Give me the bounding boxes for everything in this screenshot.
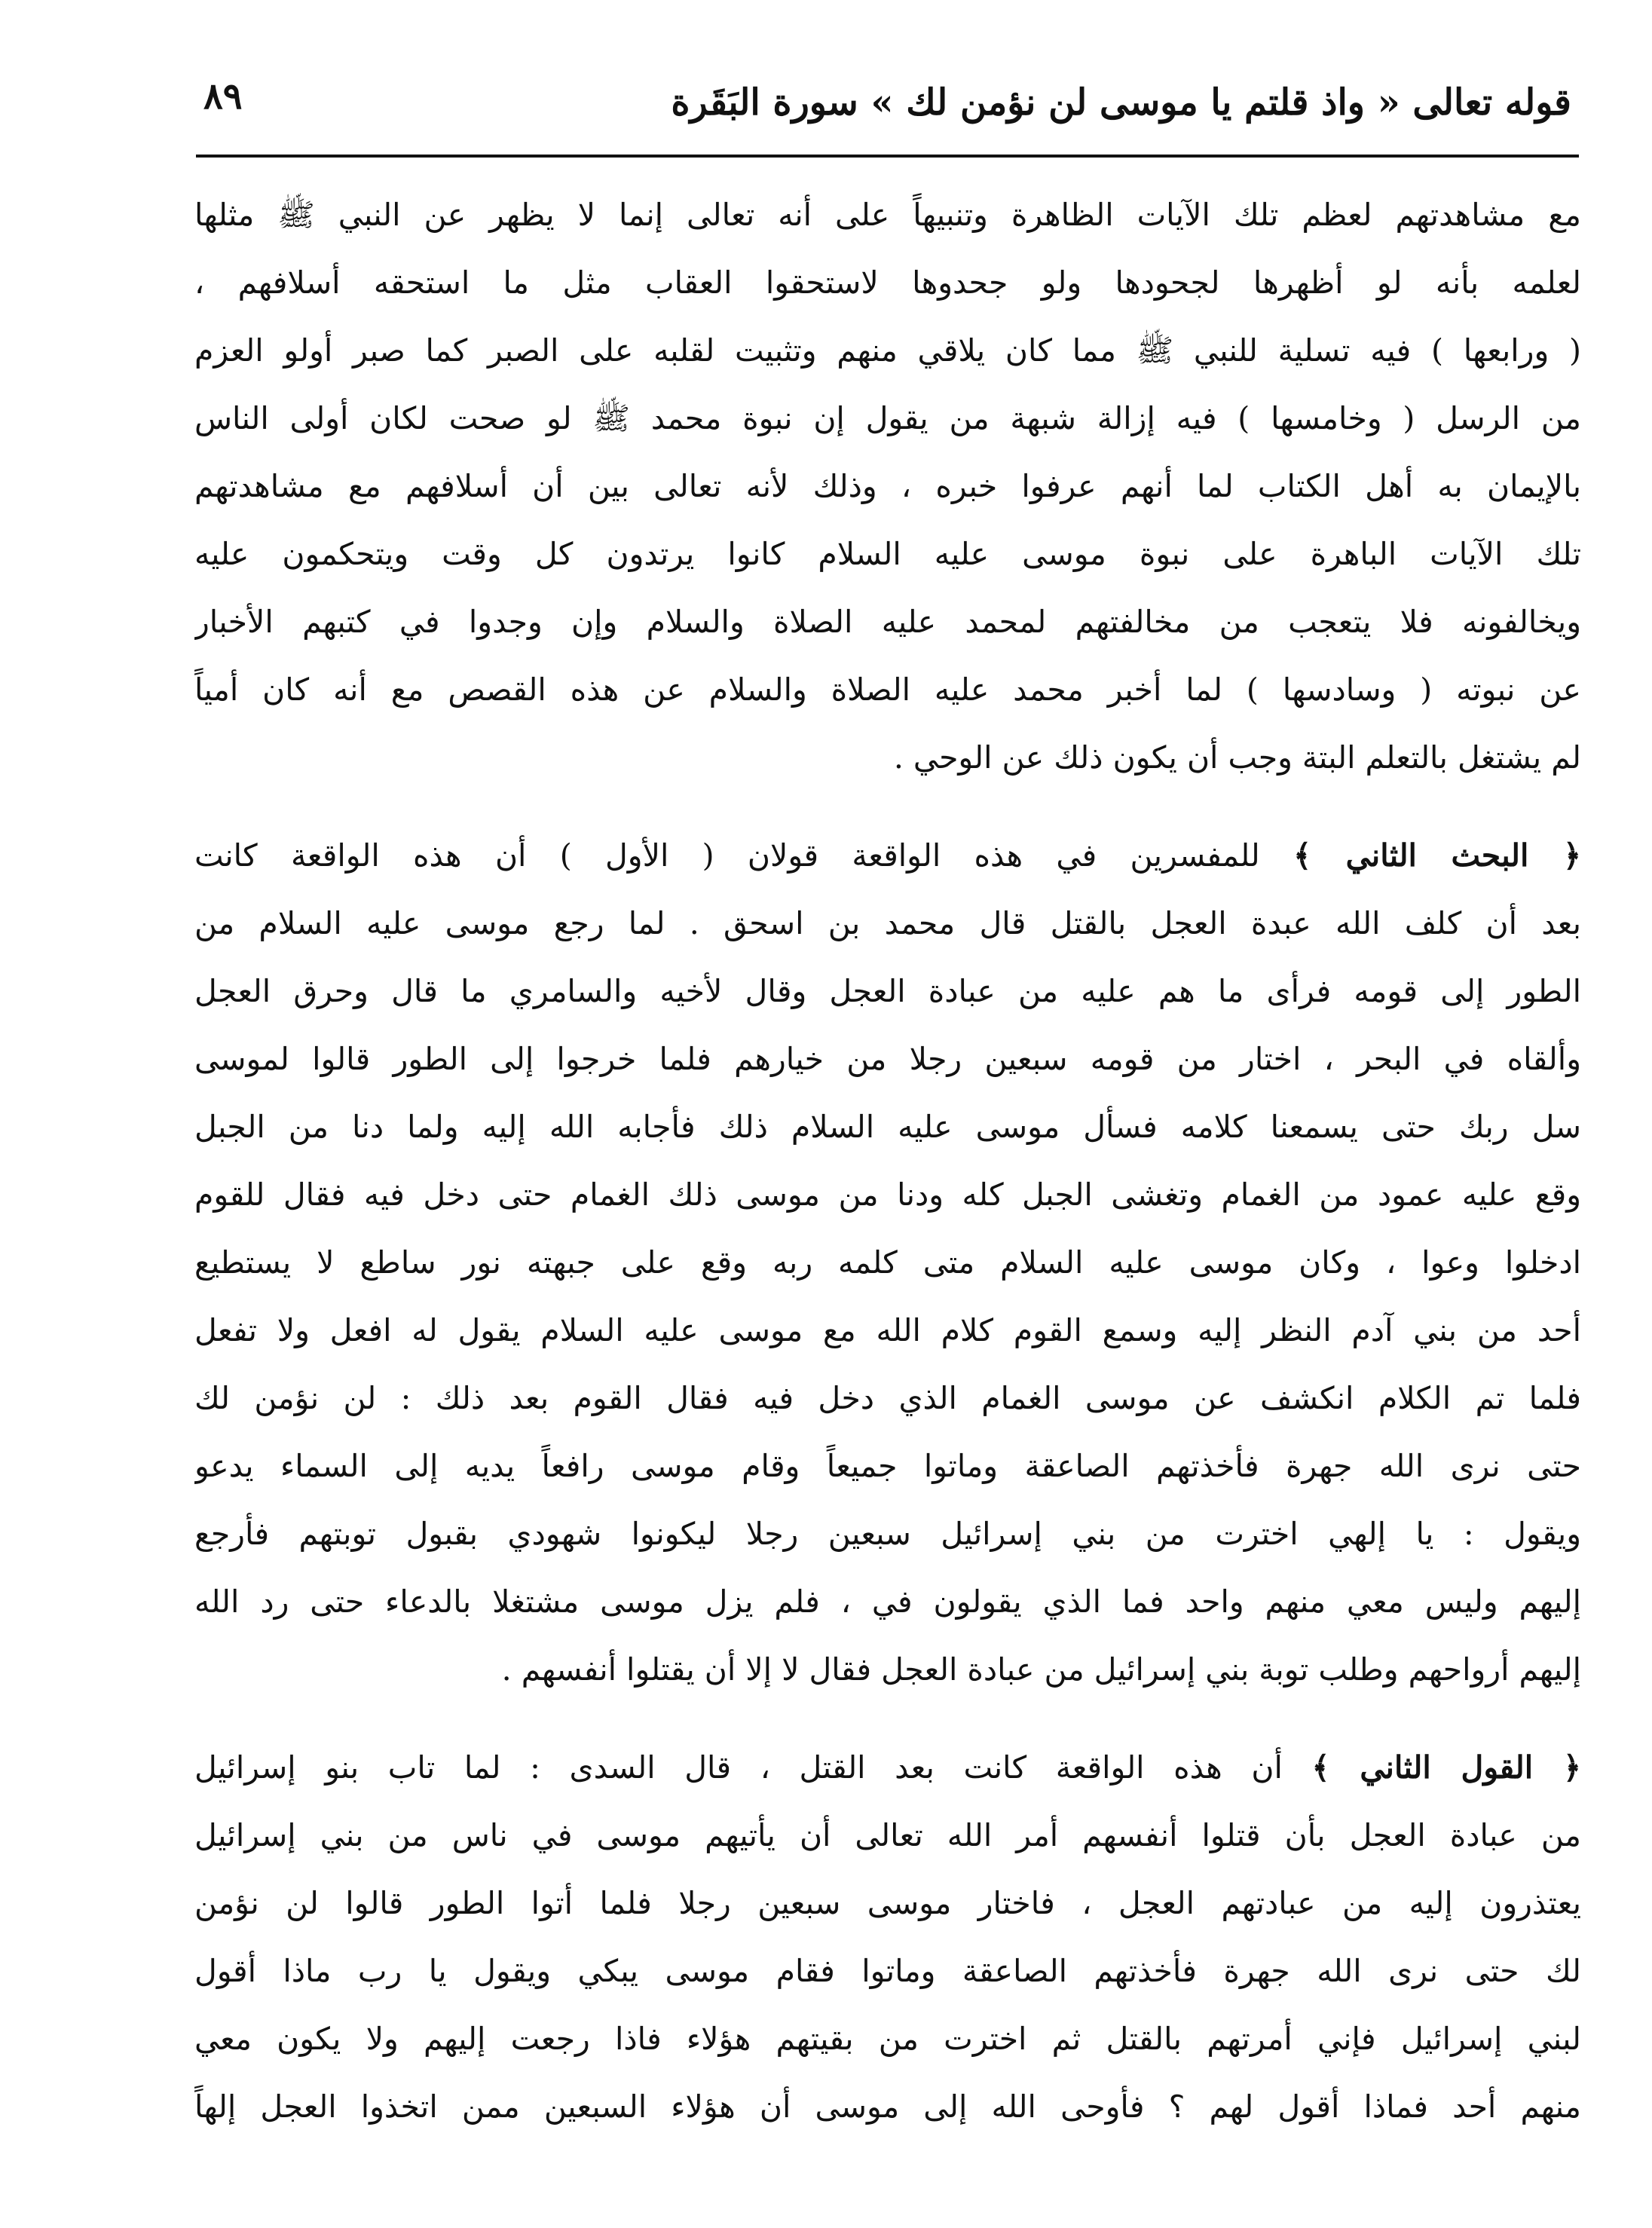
text-line: لم يشتغل بالتعلم البتة وجب أن يكون ذلك عن الوحي . <box>893 739 1581 776</box>
text-line: ويقول : يا إلهي اخترت من بني إسرائيل سبعين رجلا ليكونوا شهودي بقبول توبتهم فأرجع <box>194 1516 1581 1552</box>
text-line: لعلمه بأنه لو أظهرها لجحودها ولو جحدوها لاستحقوا العقاب مثل ما استحقه أسلافهم ، <box>194 265 1581 301</box>
text-line: إليهم وليس معي منهم واحد فما الذي يقولون في ، فلم يزل موسى مشتغلا بالدعاء حتى رد الله <box>194 1584 1581 1620</box>
text-line-rest: للمفسرين في هذه الواقعة قولان ( الأول ) أن هذه الواقعة كانت <box>194 837 1260 874</box>
text-line: ( ورابعها ) فيه تسلية للنبي ﷺ مما كان يلاقي منهم وتثبيت لقلبه على الصبر كما صبر أولو العزم <box>194 332 1581 369</box>
text-line: بعد أن كلف الله عبدة العجل بالقتل قال محمد بن اسحق . لما رجع موسى عليه السلام من <box>194 905 1581 941</box>
text-line-with-heading <box>194 1734 1581 1801</box>
text-line: سل ربك حتى يسمعنا كلامه فسأل موسى عليه السلام ذلك فأجابه الله إليه ولما دنا من الجبل <box>194 1109 1581 1145</box>
text-line: ويخالفونه فلا يتعجب من مخالفتهم لمحمد عليه الصلاة والسلام وإن وجدوا في كتبهم الأخبار <box>194 604 1581 640</box>
paragraph-3 <box>194 1734 1581 2141</box>
text-line: وألقاه في البحر ، اختار من قومه سبعين رجلا من خيارهم فلما خرجوا إلى الطور قالوا لموسى <box>194 1041 1581 1077</box>
text-line: بالإيمان به أهل الكتاب لما أنهم عرفوا خبره ، وذلك لأنه تعالى بين أن أسلافهم مع مشاهدتهم <box>194 468 1581 504</box>
text-line: فلما تم الكلام انكشف عن موسى الغمام الذي دخل فيه فقال القوم بعد ذلك : لن نؤمن لك <box>194 1380 1581 1416</box>
text-line: أحد من بني آدم النظر إليه وسمع القوم كلام الله مع موسى عليه السلام يقول له افعل ولا تفعل <box>194 1312 1581 1348</box>
text-line: حتى نرى الله جهرة فأخذتهم الصاعقة وماتوا جميعاً وقام موسى رافعاً يديه إلى السماء يدعو <box>194 1448 1581 1484</box>
paragraph-2 <box>194 822 1581 1703</box>
body-text <box>194 181 1581 2141</box>
text-line: وقع عليه عمود من الغمام وتغشى الجبل كله ودنا من موسى ذلك الغمام حتى دخل فيه فقال للقوم <box>194 1177 1581 1213</box>
text-line: لك حتى نرى الله جهرة فأخذتهم الصاعقة وماتوا فقام موسى يبكي ويقول يا رب ماذا أقول <box>194 1953 1581 1989</box>
page-number: ٨٩ <box>203 75 243 118</box>
text-line: من عبادة العجل بأن قتلوا أنفسهم أمر الله تعالى أن يأتيهم موسى في ناس من بني إسرائيل <box>194 1817 1581 1853</box>
text-line-with-heading <box>194 822 1581 889</box>
text-line: يعتذرون إليه من عبادتهم العجل ، فاختار موسى سبعين رجلا فلما أتوا الطور قالوا لن نؤمن <box>194 1885 1581 1921</box>
header-rule <box>196 155 1579 158</box>
text-line: من الرسل ( وخامسها ) فيه إزالة شبهة من يقول إن نبوة محمد ﷺ لو صحت لكان أولى الناس <box>194 400 1581 436</box>
running-title: قوله تعالى « واذ قلتم يا موسى لن نؤمن لك » سورة البَقَرة <box>671 81 1571 124</box>
text-line: الطور إلى قومه فرأى ما هم عليه من عبادة العجل وقال لأخيه والسامري ما قال وحرق العجل <box>194 973 1581 1009</box>
text-line: تلك الآيات الباهرة على نبوة موسى عليه السلام كانوا يرتدون كل وقت ويتحكمون عليه <box>194 536 1581 572</box>
text-line: مع مشاهدتهم لعظم تلك الآيات الظاهرة وتنبيهاً على أنه تعالى إنما لا يظهر عن النبي ﷺ مثلها <box>194 197 1581 233</box>
text-line: إليهم أرواحهم وطلب توبة بني إسرائيل من عبادة العجل فقال لا إلا أن يقتلوا أنفسهم . <box>501 1651 1581 1688</box>
text-line-rest: أن هذه الواقعة كانت بعد القتل ، قال السدى : لما تاب بنو إسرائيل <box>194 1749 1283 1786</box>
text-line: لبني إسرائيل فإني أمرتهم بالقتل ثم اخترت من بقيتهم هؤلاء فاذا رجعت إليهم ولا يكون معي <box>194 2021 1581 2057</box>
paragraph-1 <box>194 181 1581 791</box>
section-heading: ﴿ القول الثاني ﴾ <box>1311 1749 1581 1786</box>
page-header <box>196 75 1579 158</box>
section-heading: ﴿ البحث الثاني ﴾ <box>1293 837 1581 874</box>
text-line: منهم أحد فماذا أقول لهم ؟ فأوحى الله إلى موسى أن هؤلاء السبعين ممن اتخذوا العجل إلهاً <box>194 2089 1581 2125</box>
text-line: عن نبوته ( وسادسها ) لما أخبر محمد عليه الصلاة والسلام عن هذه القصص مع أنه كان أمياً <box>194 672 1581 708</box>
text-line: ادخلوا وعوا ، وكان موسى عليه السلام متى كلمه ربه وقع على جبهته نور ساطع لا يستطيع <box>194 1244 1581 1281</box>
